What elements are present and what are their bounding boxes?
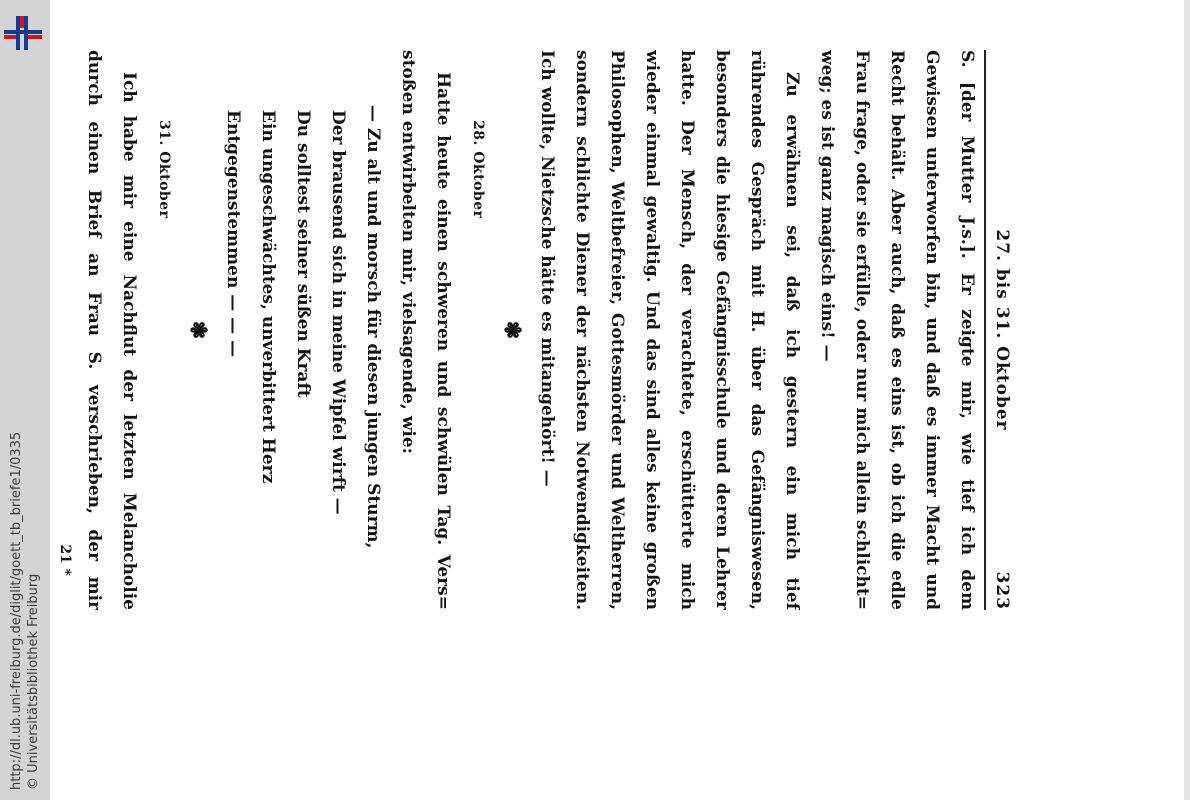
text-line: Hatte heute einen schweren und schwülen Tag. Vers= <box>433 72 453 610</box>
verse-line: Du solltest seiner süßen Kraft <box>293 110 313 398</box>
page-body <box>54 50 984 610</box>
text-line: weg; es ist ganz magisch eins! — <box>817 50 837 362</box>
text-line: Ich habe mir eine Nachflut der letzten Melancholie <box>119 72 139 610</box>
scanned-page <box>57 50 1030 670</box>
entry-date: 28. Oktober <box>470 120 486 219</box>
text-line: Ich wollte, Nietzsche hätte es mitangehört! — <box>537 50 557 487</box>
text-line: sondern schlichte Diener der nächsten Notwendigkeiten. <box>572 50 592 610</box>
copyright-notice: © Universitätsbibliothek Freiburg <box>26 573 41 790</box>
header-rule <box>984 50 986 610</box>
text-line: S. [der Mutter J.s.]. Er zeigte mir, wie tief ich dem <box>957 50 977 610</box>
entry-date: 31. Oktober <box>156 120 172 219</box>
source-url[interactable]: http://dl.ub.uni-freiburg.de/diglit/goett_tb_briefe1/0335 <box>9 431 24 790</box>
text-line: Recht behält. Aber auch, daß es eins ist, ob ich die edle <box>887 50 907 610</box>
text-line: wieder einmal gewaltig. Und das sind alles keine großen <box>642 50 662 610</box>
running-head <box>990 50 1012 610</box>
text-line: Gewissen unterworfen bin, und daß es immer Macht und <box>922 50 942 610</box>
text-line: hatte. Der Mensch, der verachtete, erschütterte mich <box>677 50 697 610</box>
text-line: besonders die hiesige Gefängnisschule und deren Lehrer <box>712 50 732 610</box>
verse-line: Entgegenstemmen — — — <box>223 110 243 358</box>
verse-line: Der brausend sich in meine Wipfel wirft — <box>328 110 348 515</box>
section-ornament: ❃ <box>499 320 525 340</box>
verse-line: Ein ungeschwächtes, unverbittert Herz <box>258 110 278 484</box>
page-number: 323 <box>992 571 1012 610</box>
verse-line: — Zu alt und morsch für diesen jungen Sturm, <box>363 105 383 549</box>
signature-mark: 21 * <box>57 544 73 576</box>
text-line: durch einen Brief an Frau S. verschrieben, der mir <box>84 50 104 610</box>
viewer-edge <box>1184 0 1190 800</box>
running-title: 27. bis 31. Oktober <box>992 229 1012 431</box>
text-line: Philosophen, Weltbefreier, Gottesmörder und Weltherren, <box>607 50 627 610</box>
side-credit <box>0 0 50 800</box>
text-line: rührendes Gespräch mit H. über das Gefängniswesen, <box>747 50 767 610</box>
text-line: Zu erwähnen sei, daß ich gestern ein mich tief <box>782 72 802 610</box>
text-line: stoßen entwirbelten mir, vielsagende, wie: <box>398 50 418 454</box>
section-ornament: ❃ <box>185 320 211 340</box>
text-line: Frau frage, oder sie erfülle, oder nur mich allein schlicht= <box>852 50 872 610</box>
